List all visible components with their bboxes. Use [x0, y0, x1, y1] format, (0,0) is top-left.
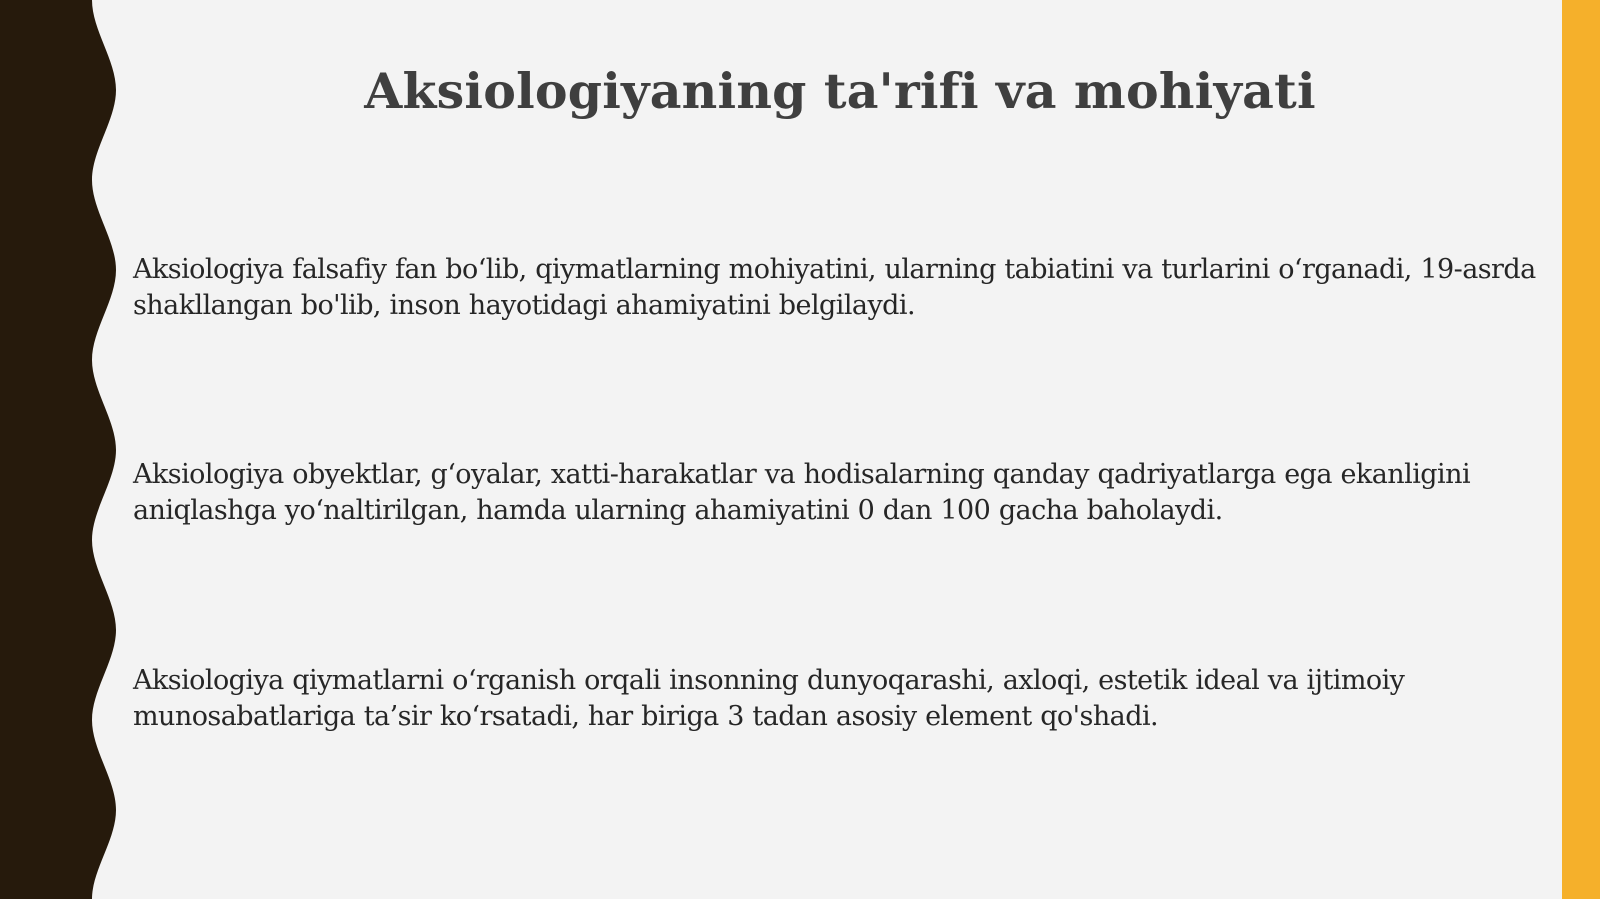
paragraph-2: Aksiologiya obyektlar, g‘oyalar, xatti-harakatlar va hodisalarning qanday qadriyatlarga ega ekanligini aniqlashga yo‘naltirilgan, hamda ularning ahamiyatini 0 dan 100 gacha baholaydi. — [133, 459, 1471, 526]
right-accent-bar — [1562, 0, 1600, 899]
left-wavy-band — [0, 0, 130, 899]
slide-title: Aksiologiyaning ta'rifi va mohiyati — [364, 62, 1316, 120]
paragraph-3: Aksiologiya qiymatlarni o‘rganish orqali insonning dunyoqarashi, axloqi, estetik ideal va ijtimoiy munosabatlariga ta’sir ko‘rsatadi, har biriga 3 tadan asosiy element qo'shadi. — [133, 665, 1405, 732]
paragraph-1: Aksiologiya falsafiy fan bo‘lib, qiymatlarning mohiyatini, ularning tabiatini va turlarini o‘rganadi, 19-asrda shakllangan bo'lib, inson hayotidagi ahamiyatini belgilaydi. — [133, 254, 1536, 321]
